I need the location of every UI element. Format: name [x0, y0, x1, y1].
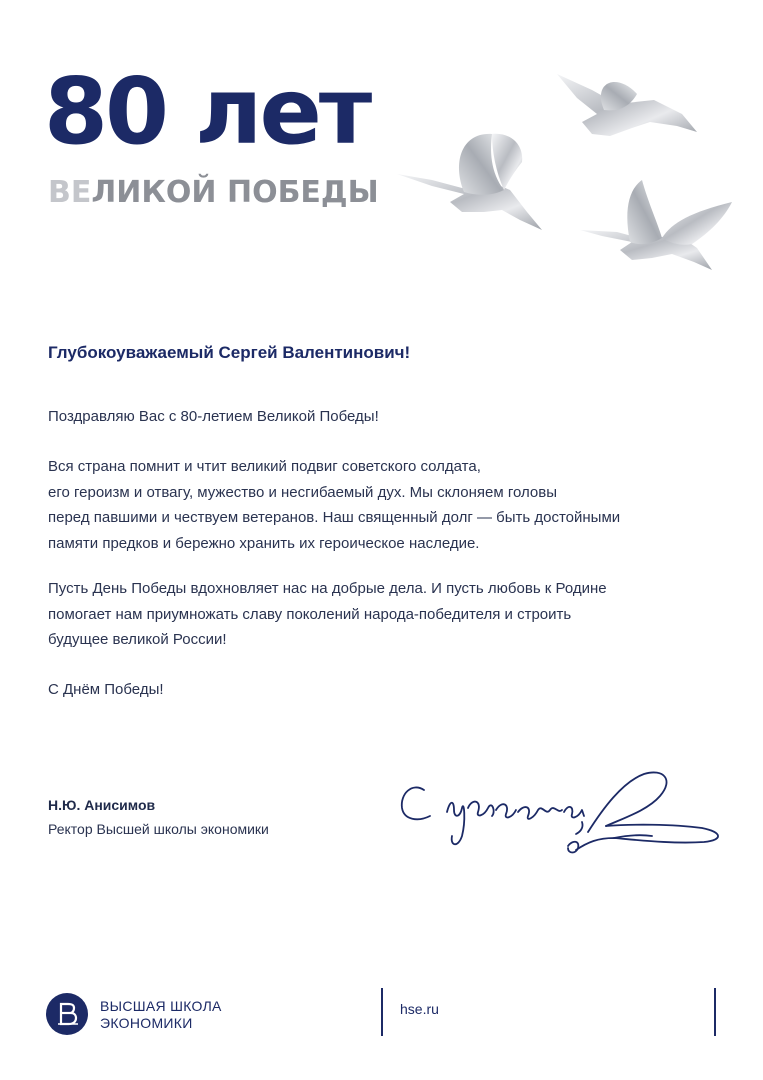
- crane-top: [557, 74, 697, 136]
- paragraph-line: его героизм и отвагу, мужество и несгибаемый дух. Мы склоняем головы: [48, 483, 557, 501]
- hero-subtitle: [48, 175, 379, 210]
- paragraph-4: [48, 677, 164, 703]
- handwritten-signature: [392, 760, 732, 870]
- paragraph-line: Поздравляю Вас с 80-летием Великой Победы!: [48, 408, 379, 425]
- footer-divider: [381, 988, 383, 1036]
- paragraph-2: [48, 454, 620, 556]
- paragraph-line: Вся страна помнит и чтит великий подвиг советского солдата,: [48, 458, 481, 475]
- hse-logo-icon: [46, 993, 88, 1035]
- hero-subtitle-faded: ВЕ: [48, 175, 92, 210]
- greeting: Глубокоуважаемый Сергей Валентинович!: [48, 343, 411, 362]
- website-link[interactable]: hse.ru: [400, 1001, 439, 1017]
- paragraph-3: [48, 576, 607, 653]
- org-name-line2: ЭКОНОМИКИ: [100, 1015, 193, 1031]
- paragraph-line: помогает нам приумножать славу поколений народа-победителя и строить: [48, 605, 572, 623]
- signatory-name: Н.Ю. Анисимов: [48, 797, 156, 813]
- org-name: [100, 998, 222, 1032]
- paragraph-line: С Днём Победы!: [48, 681, 164, 698]
- cranes-flying-icon: [392, 62, 742, 292]
- org-name-line1: ВЫСШАЯ ШКОЛА: [100, 998, 222, 1014]
- hero-subtitle-main: ЛИКОЙ ПОБЕДЫ: [91, 175, 379, 210]
- paragraph-line: будущее великой России!: [48, 631, 227, 648]
- crane-left: [397, 134, 542, 230]
- paragraph-line: Пусть День Победы вдохновляет нас на добрые дела. И пусть любовь к Родине: [48, 580, 607, 597]
- hero-number: 80 лет: [44, 58, 370, 165]
- footer-divider: [714, 988, 716, 1036]
- paragraph-line: памяти предков и бережно хранить их героическое наследие.: [48, 534, 480, 552]
- signatory-title: Ректор Высшей школы экономики: [48, 821, 269, 837]
- paragraph-line: перед павшими и чествуем ветеранов. Наш священный долг — быть достойными: [48, 509, 621, 526]
- crane-right: [580, 180, 732, 270]
- paragraph-1: [48, 404, 379, 430]
